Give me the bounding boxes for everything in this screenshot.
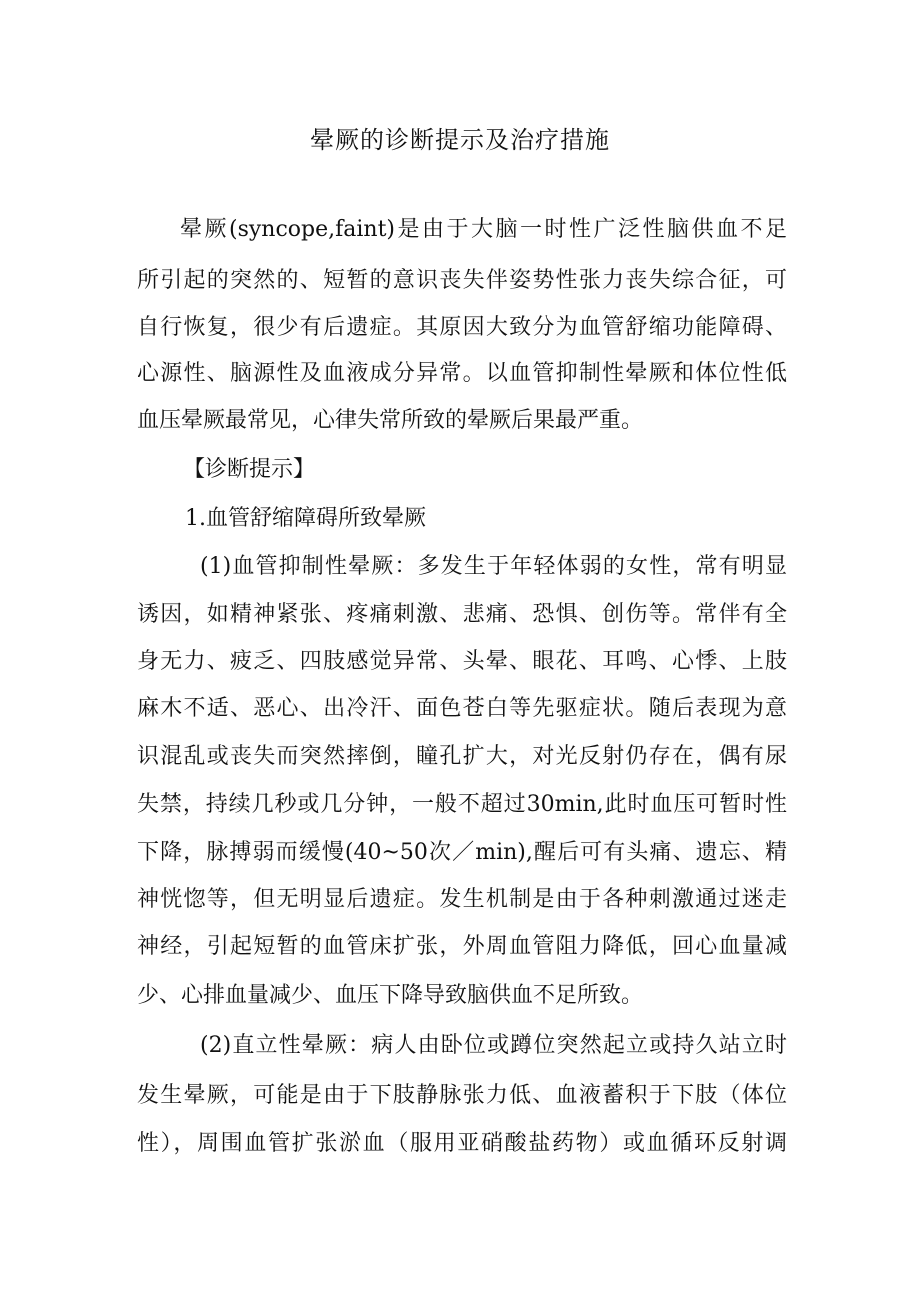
- paragraph-line: 下降，脉搏弱而缓慢(40~50次／min),醒后可有头痛、遗忘、精: [137, 840, 787, 865]
- paragraph-line: 自行恢复，很少有后遗症。其原因大致分为血管舒缩功能障碍、: [137, 315, 787, 340]
- paragraph-line: 发生晕厥，可能是由于下肢静脉张力低、血液蓄积于下肢（体位: [137, 1083, 787, 1108]
- subsection-heading: 1.血管舒缩障碍所致晕厥: [185, 506, 426, 531]
- section-heading: 【诊断提示】: [183, 457, 316, 482]
- paragraph-line: 麻木不适、恶心、出冷汗、面色苍白等先驱症状。随后表现为意: [137, 696, 787, 721]
- paragraph-line: 晕厥(syncope,faint)是由于大脑一时性广泛性脑供血不足: [180, 217, 787, 242]
- paragraph-line: 神恍惚等，但无明显后遗症。发生机制是由于各种刺激通过迷走: [137, 887, 787, 912]
- paragraph-line: 性），周围血管扩张淤血（服用亚硝酸盐药物）或血循环反射调: [137, 1131, 787, 1156]
- paragraph-line: 身无力、疲乏、四肢感觉异常、头晕、眼花、耳鸣、心悸、上肢: [137, 649, 787, 674]
- paragraph-line: 识混乱或丧失而突然摔倒，瞳孔扩大，对光反射仍存在，偶有尿: [137, 744, 787, 769]
- document-title: 晕厥的诊断提示及治疗措施: [310, 126, 610, 154]
- paragraph-line: (1)血管抑制性晕厥：多发生于年轻体弱的女性，常有明显: [200, 554, 787, 579]
- paragraph-line: 心源性、脑源性及血液成分异常。以血管抑制性晕厥和体位性低: [137, 361, 787, 386]
- paragraph-line: 失禁，持续几秒或几分钟，一般不超过30min,此时血压可暂时性: [137, 792, 787, 817]
- paragraph-line: 所引起的突然的、短暂的意识丧失伴姿势性张力丧失综合征，可: [137, 268, 787, 293]
- paragraph-line: 少、心排血量减少、血压下降导致脑供血不足所致。: [137, 983, 644, 1008]
- paragraph-line: 神经，引起短暂的血管床扩张，外周血管阻力降低，回心血量减: [137, 934, 787, 959]
- paragraph-line: 血压晕厥最常见，心律失常所致的晕厥后果最严重。: [137, 408, 644, 433]
- paragraph-line: 诱因，如精神紧张、疼痛刺激、悲痛、恐惧、创伤等。常伴有全: [137, 602, 787, 627]
- paragraph-line: (2)直立性晕厥：病人由卧位或蹲位突然起立或持久站立时: [200, 1033, 787, 1058]
